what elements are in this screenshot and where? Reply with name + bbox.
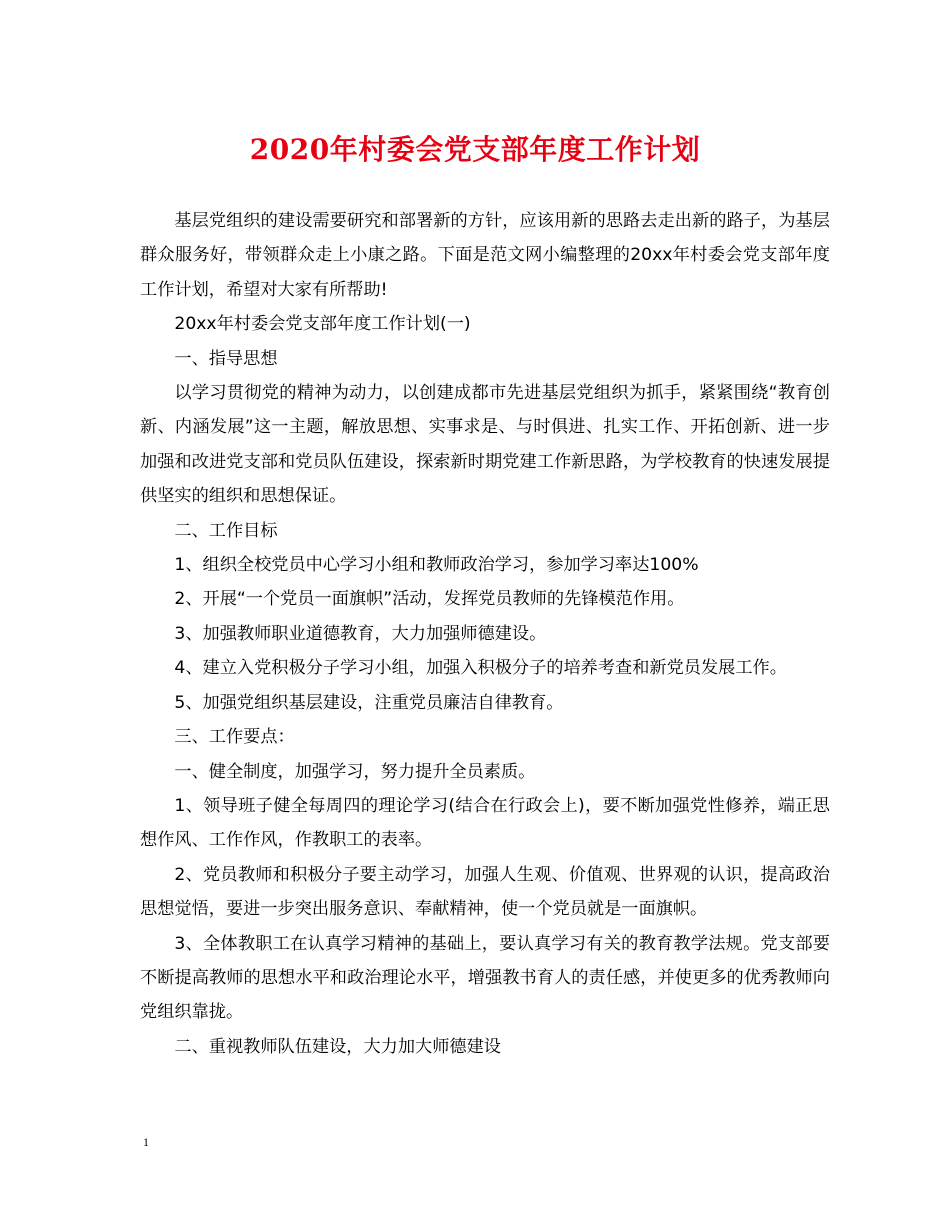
list-item: 5、加强党组织基层建设，注重党员廉洁自律教育。 — [174, 692, 564, 713]
section-heading: 二、工作目标 — [174, 520, 278, 541]
list-item: 3、全体教职工在认真学习精神的基础上，要认真学习有关的教育教学法规。党支部要不断提高教师的思想水平和政治理论水平，增强教书育人的责任感，并使更多的优秀教师向党组织靠拢。 — [140, 933, 830, 1023]
subsection-heading: 二、重视教师队伍建设，大力加大师德建设 — [174, 1036, 501, 1057]
document-title: 2020年村委会党支部年度工作计划 — [249, 133, 701, 166]
paragraph: 以学习贯彻党的精神为动力，以创建成都市先进基层党组织为抓手，紧紧围绕“教育创新、内涵发展”这一主题，解放思想、实事求是、与时俱进、扎实工作、开拓创新、进一步加强和改进党支部和党员队伍建设，探索新时期党建工作新思路，为学校教育的快速发展提供坚实的组织和思想保证。 — [140, 383, 830, 507]
list-item: 1、领导班子健全每周四的理论学习(结合在行政会上)，要不断加强党性修养，端正思想作风、工作作风，作教职工的表率。 — [140, 795, 830, 851]
list-item: 3、加强教师职业道德教育，大力加强师德建设。 — [174, 623, 547, 644]
section-heading: 三、工作要点： — [174, 727, 295, 748]
list-item: 2、党员教师和积极分子要主动学习，加强人生观、价值观、世界观的认识，提高政治思想觉悟，要进一步突出服务意识、奉献精神，使一个党员就是一面旗帜。 — [140, 864, 830, 920]
section-heading: 一、指导思想 — [174, 348, 278, 369]
paragraph: 20xx年村委会党支部年度工作计划(一) — [174, 314, 471, 335]
list-item: 2、开展“一个党员一面旗帜”活动，发挥党员教师的先锋模范作用。 — [174, 589, 685, 610]
list-item: 4、建立入党积极分子学习小组，加强入积极分子的培养考查和新党员发展工作。 — [174, 658, 787, 679]
list-item: 1、组织全校党员中心学习小组和教师政治学习，参加学习率达100% — [174, 555, 699, 576]
subsection-heading: 一、健全制度，加强学习，努力提升全员素质。 — [174, 761, 536, 782]
paragraph: 基层党组织的建设需要研究和部署新的方针，应该用新的思路去走出新的路子，为基层群众服务好，带领群众走上小康之路。下面是范文网小编整理的20xx年村委会党支部年度工作计划，希望对大家有所帮助! — [140, 211, 830, 300]
page-number: 1 — [143, 1135, 149, 1149]
document-body — [140, 204, 830, 1064]
